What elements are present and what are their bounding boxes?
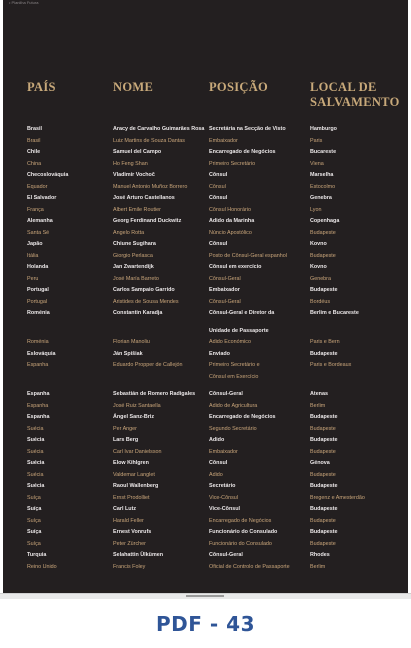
table-row bbox=[3, 527, 408, 539]
name-cell: Francis Foley bbox=[113, 563, 146, 570]
name-cell: Peter Zürcher bbox=[113, 540, 146, 547]
pdf-page-label: PDF - 43 bbox=[156, 612, 255, 636]
country-cell: Suécia bbox=[27, 425, 44, 432]
position-cell: Cônsul-Geral e Diretor da bbox=[209, 310, 275, 316]
country-cell: Brasil bbox=[27, 126, 42, 132]
table-row bbox=[3, 285, 408, 297]
position-cell: Cônsul bbox=[209, 241, 228, 247]
name-cell: Constantin Karadja bbox=[113, 310, 163, 316]
table-row bbox=[3, 251, 408, 263]
table-row bbox=[3, 297, 408, 309]
location-cell: Berlim bbox=[310, 563, 326, 570]
position-cell: Encarregado de Negócios bbox=[209, 414, 276, 420]
table-row bbox=[3, 124, 408, 136]
country-cell: Reino Unido bbox=[27, 563, 57, 570]
rescuers-table bbox=[3, 124, 408, 573]
location-cell: Budapeste bbox=[310, 540, 336, 547]
location-cell: Paris bbox=[310, 137, 323, 144]
position-cell: Adido bbox=[209, 471, 223, 478]
table-row bbox=[3, 447, 408, 459]
location-cell: Berlim e Bucareste bbox=[310, 310, 359, 316]
header-country: PAÍS bbox=[27, 80, 56, 94]
table-row bbox=[3, 424, 408, 436]
table-row bbox=[3, 481, 408, 493]
table-row bbox=[3, 159, 408, 171]
location-cell: Estocolmo bbox=[310, 183, 336, 190]
name-cell: Lars Berg bbox=[113, 437, 139, 443]
name-cell: José María Barreto bbox=[113, 275, 159, 282]
position-cell: Primeiro Secretário e bbox=[209, 362, 260, 368]
country-cell: Espanha bbox=[27, 402, 49, 409]
position-cell: Cônsul-Geral bbox=[209, 298, 241, 305]
position-cell: Secretário bbox=[209, 483, 236, 489]
name-cell: Harald Feller bbox=[113, 517, 144, 524]
name-cell: Ernest Vonrufs bbox=[113, 529, 152, 535]
table-row bbox=[3, 274, 408, 286]
position-cell: Cônsul bbox=[209, 183, 226, 190]
country-cell: Espanha bbox=[27, 391, 50, 397]
name-cell: Carl Ivar Danielsson bbox=[113, 448, 162, 455]
position-cell: Encarregado de Negócios bbox=[209, 149, 276, 155]
position-cell: Cônsul-Geral bbox=[209, 391, 243, 397]
name-cell: Manuel Antonio Muñoz Borrero bbox=[113, 183, 188, 190]
position-cell: Posto de Cônsul-Geral espanhol bbox=[209, 252, 287, 259]
position-cell: Vice-Cônsul bbox=[209, 506, 241, 512]
table-row bbox=[3, 372, 408, 384]
table-row bbox=[3, 337, 408, 349]
name-cell: Ján Spišiak bbox=[113, 350, 143, 357]
top-note: • Planilha Futura bbox=[9, 0, 39, 5]
location-cell: Budapeste bbox=[310, 414, 338, 420]
table-row bbox=[3, 136, 408, 148]
position-cell: Unidade de Passaporte bbox=[209, 327, 269, 334]
position-cell: Secretária na Secção de Visto bbox=[209, 126, 286, 132]
table-row bbox=[3, 458, 408, 470]
location-cell: Kovno bbox=[310, 241, 327, 247]
name-cell: Eduardo Propper de Callejón bbox=[113, 362, 183, 368]
location-cell: Lyon bbox=[310, 206, 322, 213]
country-cell: Portugal bbox=[27, 298, 48, 305]
position-cell: Primeiro Secretário bbox=[209, 160, 256, 167]
country-cell: Suíça bbox=[27, 517, 41, 524]
name-cell: Carl Lutz bbox=[113, 506, 137, 512]
country-cell: China bbox=[27, 160, 42, 167]
name-cell: Aracy de Carvalho Guimarães Rosa bbox=[113, 126, 205, 132]
country-cell: Espanha bbox=[27, 362, 49, 368]
location-cell: Budapeste bbox=[310, 471, 336, 478]
table-row bbox=[3, 550, 408, 562]
table-row bbox=[3, 412, 408, 424]
horizontal-scrollbar[interactable] bbox=[0, 593, 411, 599]
location-cell: Genebra bbox=[310, 275, 331, 282]
location-cell: Genebra bbox=[310, 195, 332, 201]
table-row bbox=[3, 493, 408, 505]
name-cell: Florian Manoliu bbox=[113, 339, 150, 345]
country-cell: Equador bbox=[27, 183, 48, 190]
location-cell: Bucareste bbox=[310, 149, 337, 155]
country-cell: Suíça bbox=[27, 540, 41, 547]
country-cell: Suíça bbox=[27, 506, 42, 512]
table-row bbox=[3, 170, 408, 182]
table-row bbox=[3, 562, 408, 574]
name-cell: José Ruiz Santaella bbox=[113, 402, 161, 409]
location-cell: Budapeste bbox=[310, 229, 336, 236]
position-cell: Adido da Marinha bbox=[209, 218, 255, 224]
position-cell: Cônsul em exercício bbox=[209, 264, 262, 270]
table-row bbox=[3, 262, 408, 274]
position-cell: Vice-Cônsul bbox=[209, 494, 238, 501]
position-cell: Funcionário do Consulado bbox=[209, 540, 272, 547]
name-cell: Albert Emile Routier bbox=[113, 206, 161, 213]
table-row bbox=[3, 516, 408, 528]
position-cell: Oficial de Controlo de Passaporte bbox=[209, 563, 290, 570]
country-cell: Suécia bbox=[27, 483, 45, 489]
table-row bbox=[3, 389, 408, 401]
location-cell: Hamburgo bbox=[310, 126, 337, 132]
location-cell: Génova bbox=[310, 460, 330, 466]
location-cell: Budapeste bbox=[310, 448, 336, 455]
header-position: POSIÇÃO bbox=[209, 80, 269, 94]
position-cell: Cônsul-Geral bbox=[209, 275, 241, 282]
country-cell: Alemanha bbox=[27, 218, 53, 224]
country-cell: Espanha bbox=[27, 414, 50, 420]
location-cell: Budapeste bbox=[310, 506, 338, 512]
name-cell: Luiz Martins de Souza Dantas bbox=[113, 137, 185, 144]
name-cell: Chiune Sugihara bbox=[113, 241, 156, 247]
table-row bbox=[3, 193, 408, 205]
location-cell: Atenas bbox=[310, 391, 328, 397]
header-name: NOME bbox=[113, 80, 154, 94]
table-row bbox=[3, 182, 408, 194]
country-cell: Suécia bbox=[27, 437, 45, 443]
name-cell: Sebastián de Romero Radigales bbox=[113, 391, 196, 397]
table-row bbox=[3, 470, 408, 482]
country-cell: Brasil bbox=[27, 137, 41, 144]
name-cell: Per Anger bbox=[113, 425, 137, 432]
location-cell: Kovno bbox=[310, 264, 327, 270]
country-cell: Suécia bbox=[27, 460, 45, 466]
position-cell: Embaixador bbox=[209, 287, 240, 293]
scrollbar-grip[interactable] bbox=[186, 595, 224, 597]
table-row bbox=[3, 147, 408, 159]
location-cell: Rhodes bbox=[310, 552, 330, 558]
position-cell: Cônsul bbox=[209, 172, 228, 178]
country-cell: Suécia bbox=[27, 448, 44, 455]
position-cell: Cônsul Honorário bbox=[209, 206, 251, 213]
name-cell: Georg Ferdinand Duckwitz bbox=[113, 218, 182, 224]
name-cell: Valdemar Langlet bbox=[113, 471, 155, 478]
location-cell: Budapeste bbox=[310, 425, 336, 432]
name-cell: Samuel del Campo bbox=[113, 149, 162, 155]
location-cell: Budapeste bbox=[310, 483, 338, 489]
position-cell: Cônsul bbox=[209, 195, 228, 201]
name-cell: Ho Feng Shan bbox=[113, 160, 148, 167]
country-cell: Santa Sé bbox=[27, 229, 50, 236]
country-cell: Roménia bbox=[27, 339, 49, 345]
location-cell: Budapeste bbox=[310, 517, 336, 524]
table-row bbox=[3, 360, 408, 372]
location-cell: Budapeste bbox=[310, 350, 338, 357]
position-cell: Funcionário do Consulado bbox=[209, 529, 278, 535]
country-cell: Holanda bbox=[27, 264, 49, 270]
position-cell: Adido Económico bbox=[209, 339, 251, 345]
table-row bbox=[3, 239, 408, 251]
country-cell: Eslováquia bbox=[27, 350, 56, 357]
table-row bbox=[3, 216, 408, 228]
name-cell: Raoul Wallenberg bbox=[113, 483, 159, 489]
table-row bbox=[3, 539, 408, 551]
location-cell: Budapeste bbox=[310, 252, 336, 259]
name-cell: Ernst Prodolliet bbox=[113, 494, 150, 501]
location-cell: Paris e Bern bbox=[310, 339, 340, 345]
location-cell: Berlim bbox=[310, 402, 326, 409]
table-row bbox=[3, 504, 408, 516]
country-cell: Chile bbox=[27, 149, 41, 155]
table-row bbox=[3, 349, 408, 361]
location-cell: Bordéus bbox=[310, 298, 331, 305]
header-rescue-location: LOCAL DE SALVAMENTO bbox=[310, 80, 400, 109]
position-cell: Embaixador bbox=[209, 137, 238, 144]
country-cell: Portugal bbox=[27, 287, 49, 293]
location-cell: Budapeste bbox=[310, 437, 338, 443]
country-cell: Japão bbox=[27, 241, 43, 247]
table-row bbox=[3, 326, 408, 338]
location-cell: Copenhaga bbox=[310, 218, 340, 224]
country-cell: Suíça bbox=[27, 529, 42, 535]
table-row bbox=[3, 228, 408, 240]
country-cell: Suécia bbox=[27, 471, 44, 478]
name-cell: Carlos Sampaio Garrido bbox=[113, 287, 175, 293]
country-cell: Checoslováquia bbox=[27, 172, 69, 178]
location-cell: Bregenz e Amesterdão bbox=[310, 494, 365, 501]
document-page bbox=[3, 0, 408, 593]
location-cell: Budapeste bbox=[310, 529, 338, 535]
position-cell: Segundo Secretário bbox=[209, 425, 257, 432]
name-cell: José Arturo Castellanos bbox=[113, 195, 175, 201]
country-cell: Turquia bbox=[27, 552, 47, 558]
country-cell: França bbox=[27, 206, 44, 213]
name-cell: Vladimír Vochoč bbox=[113, 172, 155, 178]
name-cell: Giorgio Perlasca bbox=[113, 252, 153, 259]
position-cell: Cônsul bbox=[209, 460, 228, 466]
table-row bbox=[3, 435, 408, 447]
table-row bbox=[3, 401, 408, 413]
position-cell: Cônsul-Geral bbox=[209, 552, 243, 558]
position-cell: Embaixador bbox=[209, 448, 238, 455]
name-cell: Aristides de Sousa Mendes bbox=[113, 298, 179, 305]
position-cell: Adido de Agricultura bbox=[209, 402, 258, 409]
position-cell: Encarregado de Negócios bbox=[209, 517, 272, 524]
country-cell: Itália bbox=[27, 252, 39, 259]
name-cell: Ángel Sanz-Briz bbox=[113, 414, 155, 420]
name-cell: Angelo Rotta bbox=[113, 229, 145, 236]
table-row bbox=[3, 205, 408, 217]
position-cell: Núncio Apostólico bbox=[209, 229, 252, 236]
location-cell: Paris e Bordeaux bbox=[310, 362, 352, 368]
country-cell: Roménia bbox=[27, 310, 50, 316]
name-cell: Jan Zwartendijk bbox=[113, 264, 154, 270]
name-cell: Elow Kihlgren bbox=[113, 460, 149, 466]
position-cell: Cônsul em Exercício bbox=[209, 373, 259, 380]
location-cell: Marselha bbox=[310, 172, 334, 178]
country-cell: Peru bbox=[27, 275, 39, 282]
location-cell: Budapeste bbox=[310, 287, 338, 293]
country-cell: El Salvador bbox=[27, 195, 57, 201]
position-cell: Adido bbox=[209, 437, 225, 443]
position-cell: Enviado bbox=[209, 350, 230, 357]
country-cell: Suíça bbox=[27, 494, 41, 501]
location-cell: Viena bbox=[310, 160, 324, 167]
name-cell: Selahattin Ülkümen bbox=[113, 552, 164, 558]
table-row bbox=[3, 308, 408, 320]
